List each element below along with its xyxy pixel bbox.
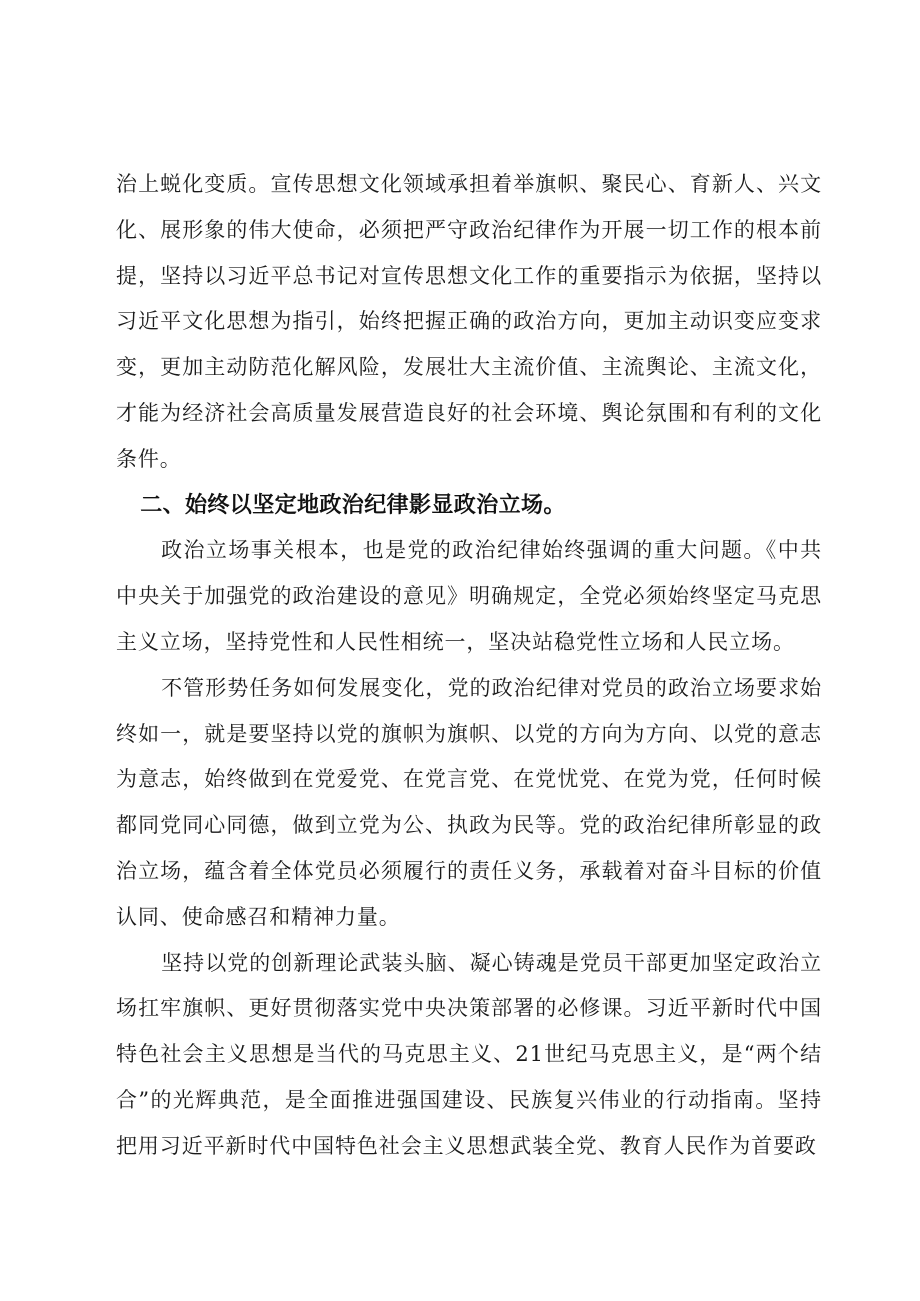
paragraph-political-stance: 政治立场事关根本，也是党的政治纪律始终强调的重大问题。《中共中央关于加强党的政治建设的意见》明确规定，全党必须始终坚定马克思主义立场，坚持党性和人民性相统一，坚决站稳党性立场和人民立场。 — [116, 538, 822, 654]
document-body — [116, 162, 822, 1170]
section-heading: 二、始终以坚定地政治纪律影显政治立场。 — [140, 492, 566, 518]
paragraph-discipline-requirements: 不管形势任务如何发展变化，党的政治纪律对党员的政治立场要求始终如一，就是要坚持以党的旗帜为旗帜、以党的方向为方向、以党的意志为意志，始终做到在党爱党、在党言党、在党忧党、在党为党，任何时候都同党同心同德，做到立党为公、执政为民等。党的政治纪律所彰显的政治立场，蕴含着全体党员必须履行的责任义务，承载着对奋斗目标的价值认同、使命感召和精神力量。 — [116, 675, 822, 929]
paragraph-theory-armament: 坚持以党的创新理论武装头脑、凝心铸魂是党员干部更加坚定政治立场扛牢旗帜、更好贯彻落实党中央决策部署的必修课。习近平新时代中国特色社会主义思想是当代的马克思主义、21世纪马克思主义，是“两个结合”的光辉典范，是全面推进强国建设、民族复兴伟业的行动指南。坚持把用习近平新时代中国特色社会主义思想武装全党、教育人民作为首要政 — [116, 950, 822, 1158]
paragraph-continuation: 治上蜕化变质。宣传思想文化领域承担着举旗帜、聚民心、育新人、兴文化、展形象的伟大使命，必须把严守政治纪律作为开展一切工作的根本前提，坚持以习近平总书记对宣传思想文化工作的重要指示为依据，坚持以习近平文化思想为指引，始终把握正确的政治方向，更加主动识变应变求变，更加主动防范化解风险，发展壮大主流价值、主流舆论、主流文化，才能为经济社会高质量发展营造良好的社会环境、舆论氛围和有利的文化条件。 — [116, 172, 822, 471]
